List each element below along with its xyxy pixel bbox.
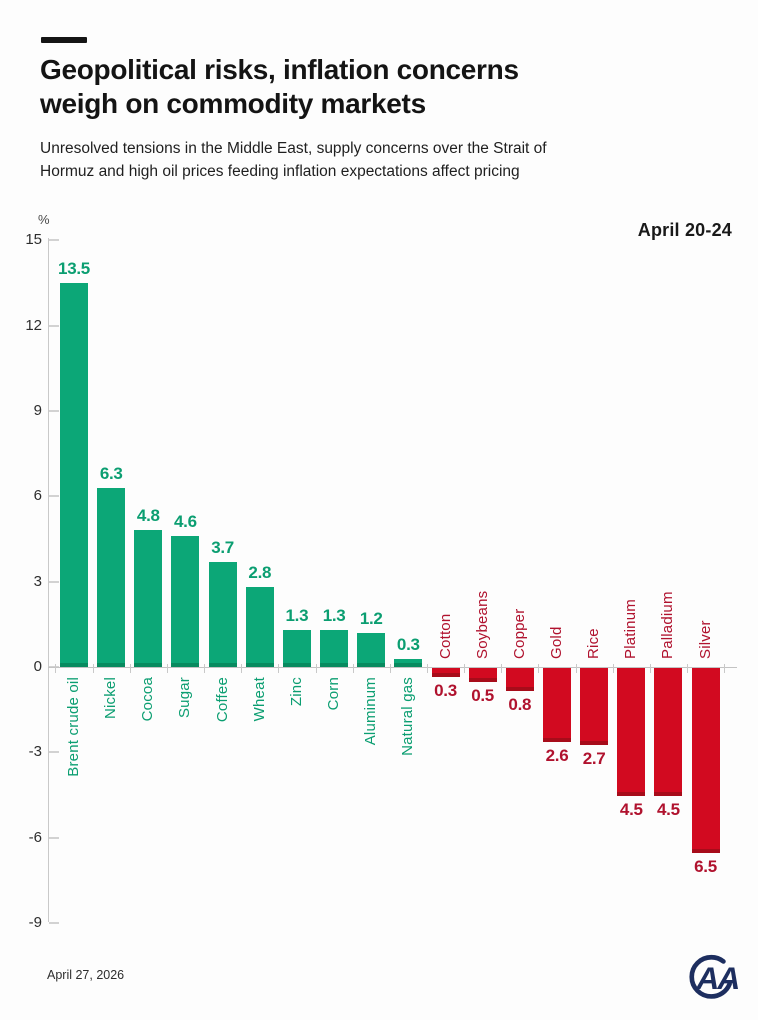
bar-category-label: Sugar (176, 677, 194, 719)
x-boundary-tick (687, 664, 688, 673)
y-tick (49, 325, 59, 327)
bar-nickel (97, 488, 125, 667)
y-tick (49, 837, 59, 839)
y-tick-label: 12 (25, 316, 42, 334)
y-tick-label: 3 (33, 572, 42, 590)
bar-copper (506, 668, 534, 691)
x-boundary-tick (130, 664, 131, 673)
bar-category-label: Platinum (622, 599, 640, 659)
x-boundary-tick (576, 664, 577, 673)
y-tick (49, 751, 59, 753)
y-tick-label: -3 (28, 743, 42, 761)
x-boundary-tick (427, 664, 428, 673)
x-boundary-tick (464, 664, 465, 673)
x-boundary-tick (167, 664, 168, 673)
x-boundary-tick (93, 664, 94, 673)
bar-category-label: Gold (548, 626, 565, 659)
bar-sugar (171, 536, 199, 667)
bar-aluminum (357, 633, 385, 667)
bar-category-label: Soybeans (473, 590, 491, 659)
bar-value-label: 4.5 (619, 800, 643, 819)
chart-period-label: April 20-24 (637, 220, 732, 240)
y-tick (49, 922, 59, 924)
y-tick (49, 495, 59, 497)
y-tick-label: -6 (28, 828, 42, 846)
bar-value-label: 1.3 (285, 606, 309, 625)
x-boundary-tick (538, 664, 539, 673)
bar-value-label: 4.6 (174, 512, 197, 532)
bar-value-label: 4.8 (136, 506, 160, 526)
bar-value-label: 2.8 (248, 563, 272, 583)
bar-category-label: Cotton (436, 613, 454, 659)
bar-value-label: 2.7 (582, 748, 606, 768)
bar-value-label: 3.7 (211, 537, 234, 557)
bar-category-label: Zinc (287, 677, 305, 707)
publication-date: April 27, 2026 (47, 968, 125, 982)
bar-value-label: 4.5 (657, 800, 680, 819)
x-boundary-tick (316, 664, 317, 673)
y-tick-label: 9 (33, 401, 42, 419)
page-title-line2: weigh on commodity markets (40, 88, 426, 119)
bar-value-label: 13.5 (58, 258, 90, 278)
x-boundary-tick (724, 664, 725, 673)
x-boundary-tick (613, 664, 614, 673)
bar-rice (580, 668, 608, 745)
bar-category-label: Brent crude oil (65, 677, 82, 777)
bar-wheat (246, 587, 274, 667)
y-tick (49, 581, 59, 583)
bar-value-label: 2.6 (545, 746, 569, 765)
bar-natural-gas (394, 659, 422, 668)
bar-value-label: 1.3 (322, 606, 346, 625)
bar-category-label: Coffee (213, 677, 231, 723)
bar-value-label: 0.5 (471, 686, 494, 706)
header-accent-dash (41, 37, 87, 43)
y-tick-label: -9 (28, 914, 42, 932)
bar-soybeans (469, 668, 497, 682)
y-tick-label: 0 (33, 658, 42, 675)
bar-category-label: Copper (510, 608, 528, 659)
x-boundary-tick (278, 664, 279, 673)
aa-logo-icon (688, 946, 744, 1004)
bar-value-label: 0.3 (434, 680, 457, 700)
bar-category-label: Wheat (250, 677, 268, 722)
bar-value-label: 6.3 (99, 463, 123, 483)
y-axis-unit-label: % (38, 212, 50, 227)
page-title (40, 53, 730, 121)
x-boundary-tick (241, 664, 242, 673)
y-tick-label: 15 (25, 231, 42, 249)
bar-brent-crude-oil (60, 283, 88, 667)
bar-corn (320, 630, 348, 667)
page-subtitle-line1: Unresolved tensions in the Middle East, supply concerns over the Strait of (40, 140, 547, 157)
bar-category-label: Palladium (659, 591, 677, 659)
x-boundary-tick (501, 664, 502, 673)
y-tick (49, 239, 59, 241)
bar-category-label: Nickel (102, 677, 120, 720)
bar-zinc (283, 630, 311, 667)
page-subtitle-line2: Hormuz and high oil prices feeding inflation expectations affect pricing (40, 163, 520, 180)
aa-logo (688, 946, 744, 1004)
bar-palladium (654, 668, 682, 796)
bar-category-label: Rice (585, 628, 603, 659)
y-tick-label: 6 (33, 487, 42, 505)
bar-category-label: Silver (696, 620, 714, 659)
bar-cotton (432, 668, 460, 677)
chart-area (0, 212, 758, 972)
bar-value-label: 1.2 (359, 608, 383, 628)
bar-category-label: Aluminum (362, 677, 380, 746)
bar-category-label: Corn (325, 677, 343, 711)
x-boundary-tick (650, 664, 651, 673)
bar-coffee (209, 562, 237, 667)
aa-logo-text: AA (696, 960, 739, 996)
bar-value-label: 6.5 (694, 856, 717, 876)
bar-value-label: 0.8 (508, 694, 532, 714)
x-boundary-tick (55, 664, 56, 673)
bar-category-label: Cocoa (139, 677, 157, 722)
y-tick (49, 410, 59, 412)
bar-category-label: Natural gas (399, 677, 417, 756)
x-boundary-tick (204, 664, 205, 673)
bar-platinum (617, 668, 645, 796)
page-subtitle (40, 137, 730, 183)
bar-cocoa (134, 530, 162, 667)
x-boundary-tick (390, 664, 391, 673)
x-boundary-tick (353, 664, 354, 673)
bar-gold (543, 668, 571, 742)
bar-value-label: 0.3 (396, 634, 420, 654)
page-title-line1: Geopolitical risks, inflation concerns (40, 54, 519, 85)
bar-silver (692, 668, 720, 853)
